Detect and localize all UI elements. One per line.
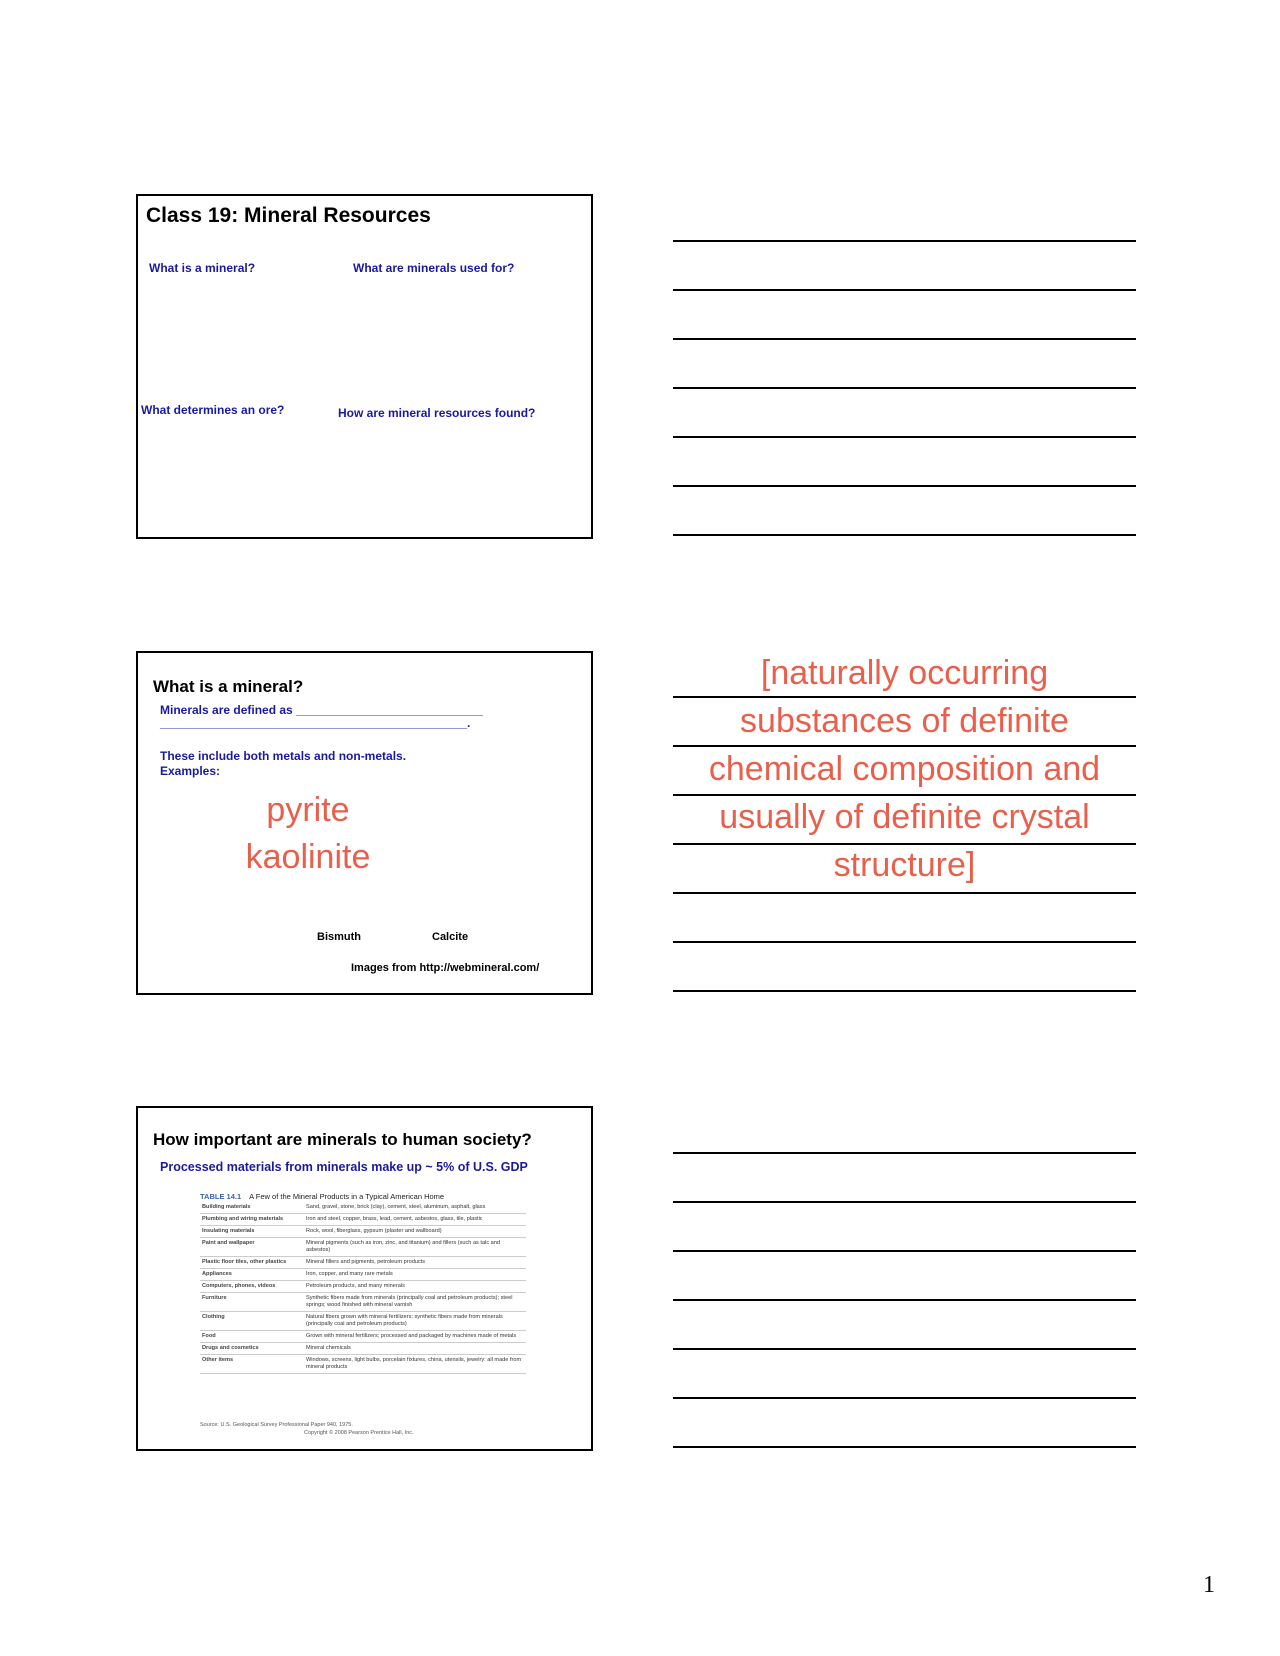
slide-title: Class 19: Mineral Resources (146, 204, 431, 227)
table-row (200, 1257, 526, 1269)
note-line (673, 1348, 1136, 1350)
table-row (200, 1355, 526, 1374)
gdp-subtitle: Processed materials from minerals make up ~ 5% of U.S. GDP (160, 1160, 528, 1174)
table-cell-source: Petroleum products, and many minerals (304, 1281, 526, 1293)
table-cell-item: Paint and wallpaper (200, 1238, 304, 1257)
image-credit: Images from http://webmineral.com/ (351, 962, 540, 974)
table-cell-item: Drugs and cosmetics (200, 1343, 304, 1355)
table-row (200, 1343, 526, 1355)
table-cell-item: Plastic floor tiles, other plastics (200, 1257, 304, 1269)
table-row (200, 1331, 526, 1343)
note-line (673, 990, 1136, 992)
slide-title: What is a mineral? (153, 677, 304, 696)
table-cell-item: Computers, phones, videos (200, 1281, 304, 1293)
note-line (673, 1299, 1136, 1301)
handwritten-note-line-2: substances of definite (740, 702, 1069, 740)
question-how-found: How are mineral resources found? (338, 406, 536, 420)
table-cell-source: Iron, copper, and many rare metals (304, 1269, 526, 1281)
table-cell-source: Rock, wool, fiberglass, gypsum (plaster and wallboard) (304, 1226, 526, 1238)
examples-label: Examples: (160, 764, 221, 778)
table-cell-source: Windows, screens, light bulbs, porcelain fixtures, china, utensils, jewelry: all made from mineral products (304, 1355, 526, 1374)
mineral-products-table (200, 1202, 526, 1374)
handwritten-note-line-5: structure] (833, 846, 976, 884)
note-line (673, 485, 1136, 487)
include-text: These include both metals and non-metals. (160, 749, 407, 763)
note-line (673, 1397, 1136, 1399)
table-row (200, 1202, 526, 1214)
table-cell-source: Mineral chemicals (304, 1343, 526, 1355)
note-line (673, 892, 1136, 894)
definition-prompt: Minerals are defined as ____________________________ (160, 703, 483, 717)
table-row (200, 1238, 526, 1257)
note-line (673, 1152, 1136, 1154)
slide-title: How important are minerals to human society? (153, 1130, 532, 1149)
table-row (200, 1293, 526, 1312)
table-row (200, 1312, 526, 1331)
table-cell-source: Sand, gravel, stone, brick (clay), cement, steel, aluminum, asphalt, glass (304, 1202, 526, 1214)
definition-blank: ______________________________________________. (160, 716, 471, 730)
table-cell-item: Insulating materials (200, 1226, 304, 1238)
handwritten-note-line-1: [naturally occurring (760, 654, 1049, 692)
table-cell-source: Mineral pigments (such as iron, zinc, and titanium) and fillers (such as talc and asbestos) (304, 1238, 526, 1257)
table-row (200, 1281, 526, 1293)
note-line (673, 436, 1136, 438)
note-line (673, 387, 1136, 389)
slide-1 (136, 194, 593, 539)
question-what-is-mineral: What is a mineral? (149, 261, 256, 275)
table-copyright: Copyright © 2008 Pearson Prentice Hall, Inc. (304, 1430, 414, 1436)
question-what-determines-ore: What determines an ore? (141, 403, 285, 417)
note-line (673, 1201, 1136, 1203)
note-line (673, 289, 1136, 291)
table-source: Source: U.S. Geological Survey Professional Paper 940, 1975. (200, 1422, 353, 1428)
table-title: A Few of the Mineral Products in a Typical American Home (249, 1192, 445, 1201)
table-label: TABLE 14.1 (200, 1192, 242, 1201)
table-row (200, 1226, 526, 1238)
handwritten-note-line-3: chemical composition and (708, 750, 1101, 788)
handwritten-note-line-4: usually of definite crystal (719, 798, 1090, 836)
note-line (673, 240, 1136, 242)
table-cell-item: Furniture (200, 1293, 304, 1312)
table-row (200, 1214, 526, 1226)
table-cell-item: Appliances (200, 1269, 304, 1281)
table-cell-item: Food (200, 1331, 304, 1343)
table-row (200, 1269, 526, 1281)
table-cell-source: Iron and steel, copper, brass, lead, cement, asbestos, glass, tile, plastic (304, 1214, 526, 1226)
table-cell-item: Building materials (200, 1202, 304, 1214)
table-cell-source: Mineral fillers and pigments, petroleum products (304, 1257, 526, 1269)
table-cell-source: Natural fibers grown with mineral fertilizers; synthetic fibers made from minerals (principally coal and petroleum products) (304, 1312, 526, 1331)
table-cell-item: Other items (200, 1355, 304, 1374)
slide-2 (136, 651, 593, 995)
table-cell-source: Grown with mineral fertilizers; processed and packaged by machines made of metals (304, 1331, 526, 1343)
note-line (673, 941, 1136, 943)
note-line (673, 338, 1136, 340)
handwritten-kaolinite: kaolinite (245, 838, 371, 876)
image-caption-bismuth: Bismuth (317, 931, 361, 943)
page-number: 1 (1203, 1572, 1215, 1598)
image-caption-calcite: Calcite (432, 931, 469, 943)
note-line (673, 1250, 1136, 1252)
question-minerals-used-for: What are minerals used for? (353, 261, 515, 275)
table-cell-item: Plumbing and wiring materials (200, 1214, 304, 1226)
note-line (673, 1446, 1136, 1448)
table-cell-item: Clothing (200, 1312, 304, 1331)
table-cell-source: Synthetic fibers made from minerals (principally coal and petroleum products); steel springs; wood finished with mineral varnish (304, 1293, 526, 1312)
slide-3 (136, 1106, 593, 1451)
note-line (673, 534, 1136, 536)
table-caption (200, 1192, 444, 1201)
handwritten-pyrite: pyrite (266, 791, 350, 829)
